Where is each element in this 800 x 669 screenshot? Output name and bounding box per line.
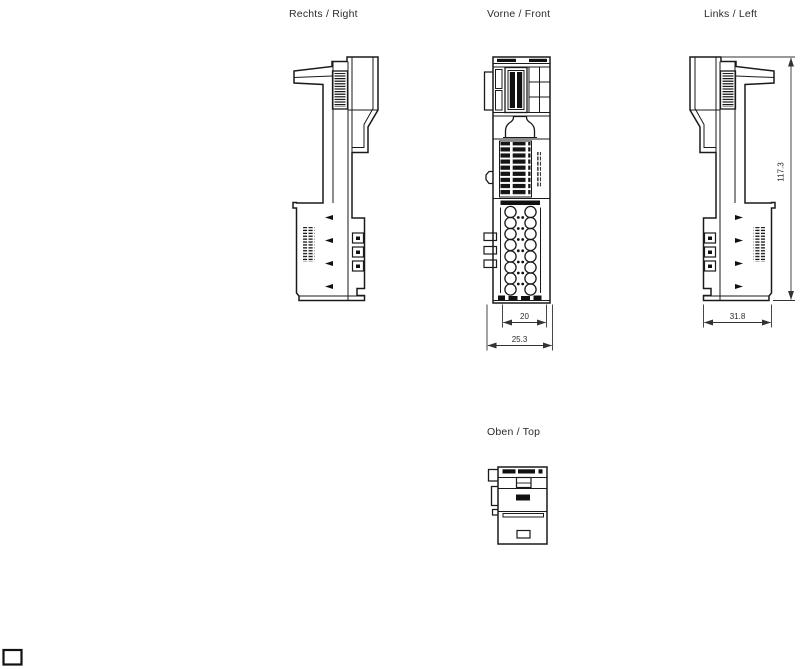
bottom-feet (498, 296, 542, 301)
top-left-protrusion (489, 470, 499, 482)
detent-buttons (353, 233, 364, 271)
dimension-front-inner-value: 20 (520, 312, 529, 321)
front-view-label: Vorne / Front (487, 8, 551, 20)
connector-contact-strip (510, 72, 515, 108)
label-field-cells (501, 142, 531, 196)
top-contact-bar (529, 59, 547, 62)
side-view-profile (293, 57, 378, 301)
edge-notch (325, 284, 333, 289)
left-tab-upper (485, 72, 494, 110)
dimension-front-overall-value: 25.3 (511, 335, 528, 344)
top-center-block (517, 478, 532, 488)
left-view-label: Links / Left (704, 8, 758, 20)
left-tabs-lower (484, 233, 497, 268)
top-contact-segments (503, 469, 543, 473)
push-in-terminals (505, 206, 536, 295)
edge-notch (325, 261, 333, 266)
top-view-drawing (489, 467, 548, 544)
left-view-drawing (690, 57, 775, 301)
top-left-tab (492, 487, 499, 506)
right-cell-grid (529, 67, 550, 113)
release-lever (506, 117, 535, 138)
side-cell (496, 91, 503, 111)
top-bottom-recess (517, 531, 530, 539)
hook-arm-inner-line (294, 76, 332, 78)
top-left-nub (493, 510, 499, 516)
vertical-part-text (537, 152, 542, 187)
side-cell (496, 70, 503, 89)
side-label-text-lines (303, 227, 315, 262)
right-view-label: Rechts / Right (289, 8, 358, 20)
corner-marker-box (4, 650, 22, 665)
top-view-label: Oben / Top (487, 426, 541, 438)
top-outline (498, 467, 547, 544)
hook-inner-contour (352, 57, 373, 148)
edge-notch (325, 215, 333, 220)
center-test-points (517, 216, 524, 285)
dimension-side-depth-value: 31.8 (729, 312, 746, 321)
terminal-top-bar (501, 201, 541, 206)
connector-contact-strip (517, 72, 522, 108)
bus-connector-hatch (335, 73, 346, 107)
edge-notch (325, 238, 333, 243)
left-tab-mid (486, 172, 493, 184)
front-view-drawing (484, 57, 550, 303)
dimension-overall-height-value: 117.3 (776, 162, 786, 182)
top-label-block (516, 495, 530, 501)
top-contact-bar (497, 59, 516, 62)
top-divider-bar (503, 514, 544, 518)
